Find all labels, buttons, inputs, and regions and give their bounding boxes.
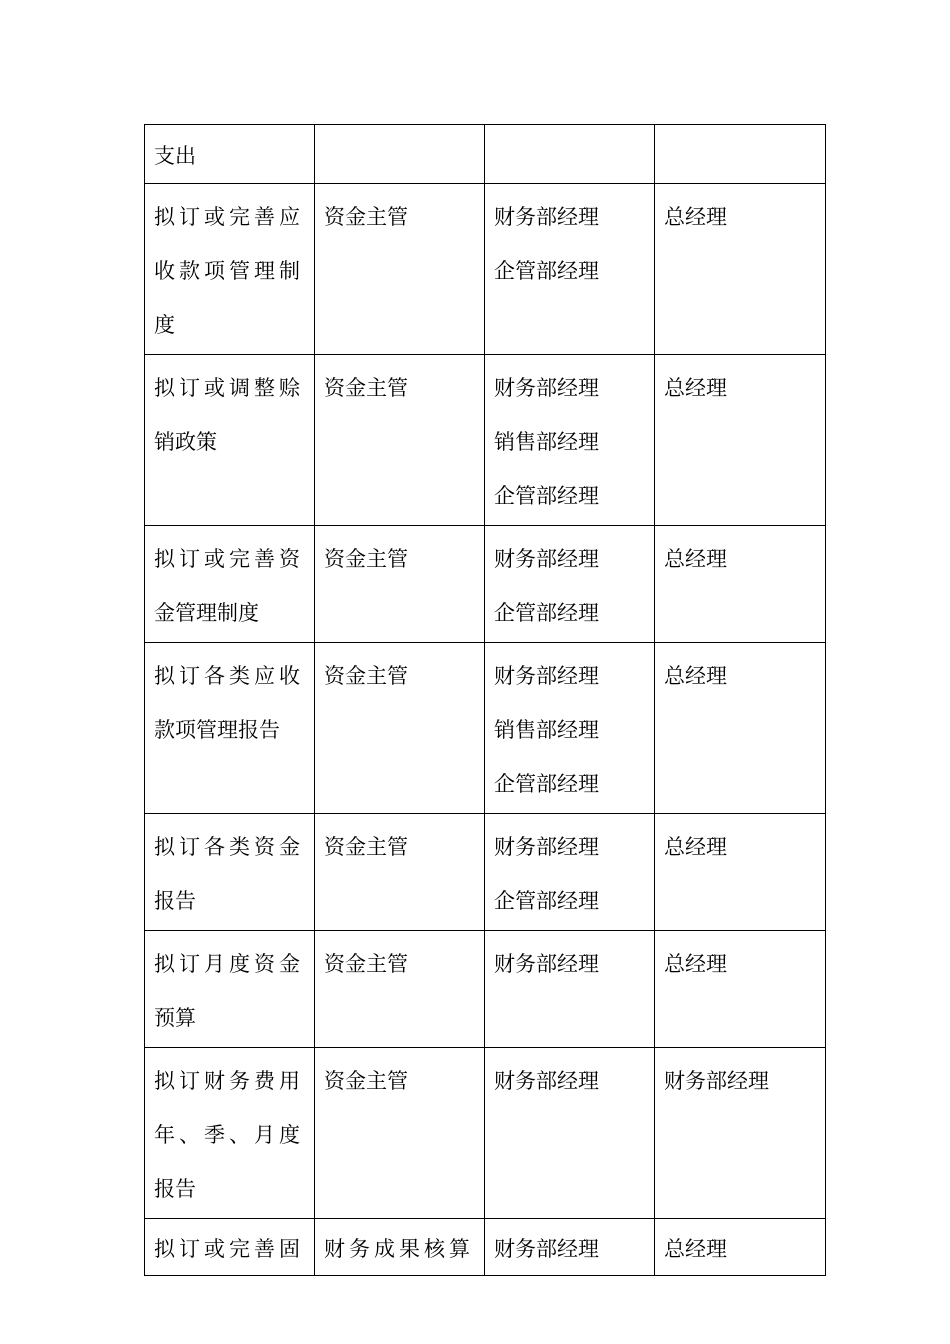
prepare-cell — [315, 1219, 485, 1276]
task-cell — [145, 125, 315, 184]
approve-text: 总经理 — [664, 205, 727, 229]
task-cell — [145, 1048, 315, 1219]
review-text: 财务部经理 — [494, 547, 599, 571]
table-row — [145, 931, 826, 1048]
prepare-text: 资金主管 — [324, 205, 408, 229]
approval-table-body — [145, 125, 826, 1276]
review-text: 企管部经理 — [494, 259, 599, 283]
approve-cell — [655, 184, 826, 355]
task-text: 收款项管理制 — [154, 259, 304, 283]
prepare-text: 资金主管 — [324, 664, 408, 688]
task-text: 拟订各类资金 — [154, 835, 304, 859]
table-row — [145, 1048, 826, 1219]
table-row — [145, 1219, 826, 1276]
approve-text: 总经理 — [664, 835, 727, 859]
prepare-cell — [315, 814, 485, 931]
approve-cell — [655, 1048, 826, 1219]
review-cell — [485, 184, 655, 355]
prepare-cell — [315, 1048, 485, 1219]
task-text: 金管理制度 — [154, 601, 259, 625]
approve-text: 总经理 — [664, 376, 727, 400]
approve-cell — [655, 814, 826, 931]
table-row — [145, 184, 826, 355]
approve-text: 财务部经理 — [664, 1069, 769, 1093]
task-cell — [145, 643, 315, 814]
task-text: 拟订或调整赊 — [154, 376, 304, 400]
task-text: 拟订或完善应 — [154, 205, 304, 229]
task-text: 销政策 — [154, 430, 217, 454]
review-cell — [485, 125, 655, 184]
prepare-cell — [315, 526, 485, 643]
review-cell — [485, 814, 655, 931]
review-text: 财务部经理 — [494, 664, 599, 688]
task-text: 预算 — [154, 1006, 196, 1030]
review-text: 企管部经理 — [494, 772, 599, 796]
review-text: 财务部经理 — [494, 205, 599, 229]
review-cell — [485, 526, 655, 643]
task-text: 拟订月度资金 — [154, 952, 304, 976]
prepare-text: 财务成果核算 — [324, 1237, 474, 1261]
task-cell — [145, 931, 315, 1048]
review-text: 财务部经理 — [494, 952, 599, 976]
approve-cell — [655, 931, 826, 1048]
prepare-cell — [315, 125, 485, 184]
prepare-cell — [315, 643, 485, 814]
task-text: 款项管理报告 — [154, 718, 280, 742]
task-text: 报告 — [154, 1177, 196, 1201]
prepare-cell — [315, 184, 485, 355]
task-cell — [145, 184, 315, 355]
task-cell — [145, 355, 315, 526]
review-cell — [485, 1219, 655, 1276]
review-cell — [485, 355, 655, 526]
review-text: 销售部经理 — [494, 430, 599, 454]
task-text: 支出 — [154, 144, 196, 168]
task-text: 度 — [154, 313, 175, 337]
task-text: 拟订或完善固 — [154, 1237, 304, 1261]
review-text: 企管部经理 — [494, 889, 599, 913]
prepare-cell — [315, 355, 485, 526]
task-cell — [145, 814, 315, 931]
prepare-text: 资金主管 — [324, 835, 408, 859]
review-text: 财务部经理 — [494, 376, 599, 400]
task-text: 拟订或完善资 — [154, 547, 304, 571]
approve-cell — [655, 125, 826, 184]
table-row — [145, 643, 826, 814]
task-text: 拟订各类应收 — [154, 664, 304, 688]
approve-text: 总经理 — [664, 952, 727, 976]
approve-text: 总经理 — [664, 1237, 727, 1261]
approve-text: 总经理 — [664, 664, 727, 688]
table-row — [145, 125, 826, 184]
task-cell — [145, 1219, 315, 1276]
table-row — [145, 526, 826, 643]
task-text: 年、季、月度 — [154, 1123, 304, 1147]
review-text: 企管部经理 — [494, 484, 599, 508]
approve-text: 总经理 — [664, 547, 727, 571]
review-cell — [485, 931, 655, 1048]
approve-cell — [655, 526, 826, 643]
approve-cell — [655, 643, 826, 814]
prepare-text: 资金主管 — [324, 1069, 408, 1093]
prepare-text: 资金主管 — [324, 376, 408, 400]
prepare-cell — [315, 931, 485, 1048]
approval-table — [144, 124, 826, 1276]
approve-cell — [655, 355, 826, 526]
review-text: 财务部经理 — [494, 1237, 599, 1261]
prepare-text: 资金主管 — [324, 952, 408, 976]
review-text: 财务部经理 — [494, 835, 599, 859]
review-text: 企管部经理 — [494, 601, 599, 625]
review-cell — [485, 1048, 655, 1219]
review-text: 财务部经理 — [494, 1069, 599, 1093]
review-text: 销售部经理 — [494, 718, 599, 742]
review-cell — [485, 643, 655, 814]
table-row — [145, 814, 826, 931]
approve-cell — [655, 1219, 826, 1276]
task-cell — [145, 526, 315, 643]
task-text: 报告 — [154, 889, 196, 913]
prepare-text: 资金主管 — [324, 547, 408, 571]
task-text: 拟订财务费用 — [154, 1069, 304, 1093]
table-row — [145, 355, 826, 526]
